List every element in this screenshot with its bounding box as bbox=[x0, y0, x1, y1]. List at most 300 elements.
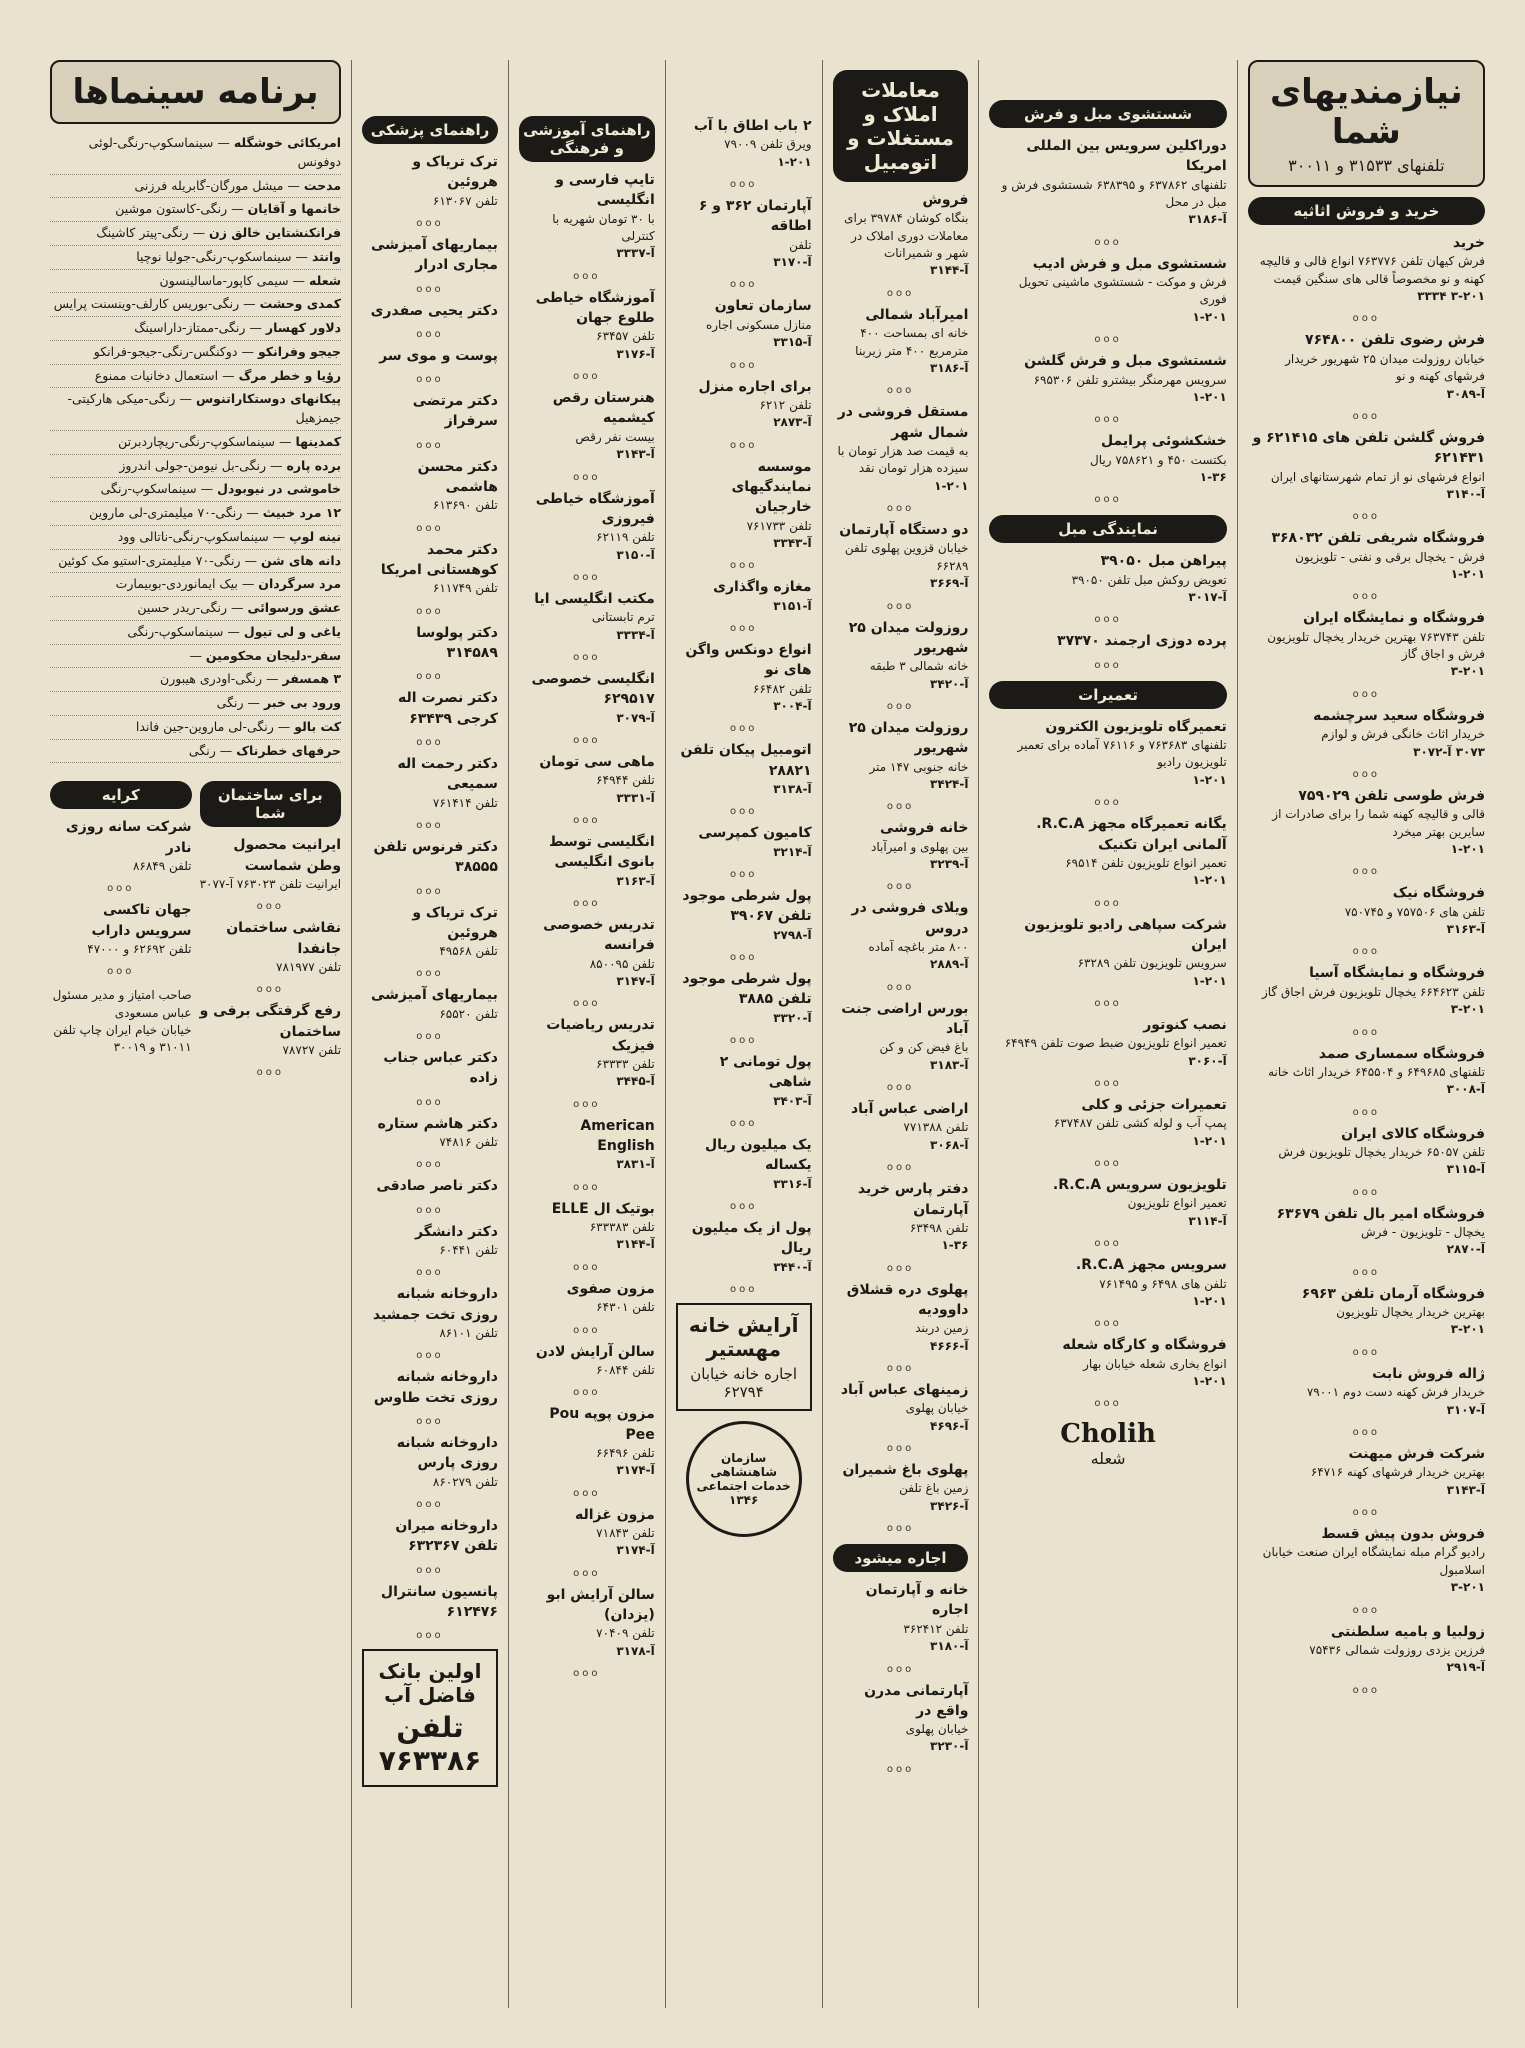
ad-item bbox=[200, 1001, 342, 1059]
ad-separator: ooo bbox=[1094, 1158, 1122, 1170]
ad-body: خانه شمالی ۳ طبقه bbox=[869, 659, 969, 674]
ad-separator: ooo bbox=[729, 622, 758, 634]
ad-heading: ایرانیت محصول وطن شماست bbox=[233, 837, 342, 874]
ad-body: باغ فیض کن و کن bbox=[879, 1040, 969, 1055]
ad-code: آ-۳۱۸۳ bbox=[930, 1057, 969, 1072]
section-repairs: تعمیرات bbox=[989, 681, 1226, 709]
ad-item bbox=[989, 254, 1226, 326]
ad-item bbox=[519, 1116, 655, 1174]
film-details: سینماسکوپ-رنگی-ناتالی وود bbox=[117, 528, 269, 544]
cinema-listing bbox=[50, 198, 341, 222]
ad-item bbox=[519, 752, 655, 807]
ad-item bbox=[200, 918, 342, 976]
ad-heading: زولبیا و بامیه سلطنتی bbox=[1330, 1623, 1485, 1640]
cinema-listing bbox=[50, 175, 341, 199]
ad-separator: ooo bbox=[886, 801, 915, 813]
ad-heading: دکتر محمد کوهستانی امریکا bbox=[380, 541, 498, 579]
ad-body: ترم تابستانی bbox=[591, 610, 655, 625]
ad-heading: شستشوی مبل و فرش گلشن bbox=[1024, 353, 1227, 370]
film-details: میشل مورگان-گابریله فرزنی bbox=[134, 177, 284, 193]
ad-item bbox=[1248, 1044, 1485, 1099]
dash: — bbox=[227, 600, 248, 615]
ad-item bbox=[1248, 1284, 1485, 1339]
ad-heading: بیماریهای آمیزشی مجاری ادرار bbox=[370, 236, 498, 274]
cinema-listing bbox=[50, 222, 341, 246]
ad-body: زمین دربند bbox=[915, 1321, 969, 1336]
ad-code: ۱-۲۰۱ bbox=[934, 478, 969, 493]
ad-separator: ooo bbox=[886, 1362, 915, 1374]
ad-separator: ooo bbox=[1094, 236, 1122, 248]
film-details: بیک ایمانوردی-بوبیمارت bbox=[115, 576, 238, 592]
ad-body: زمین باغ تلفن bbox=[899, 1481, 969, 1496]
section-rentwanted: اجاره میشود bbox=[833, 1544, 969, 1572]
ad-body: تلفن ۷۶۱۷۳۳ bbox=[746, 518, 812, 533]
film-title: ورود بی خبر bbox=[263, 695, 342, 710]
rent-wanted-ads bbox=[833, 1580, 969, 1775]
ad-heading: American English bbox=[580, 1117, 655, 1155]
footer bbox=[50, 987, 192, 1057]
ad-body: خیابان روزولت میدان ۲۵ شهریور خریدار فرشهای کهنه و نو bbox=[1285, 351, 1485, 384]
ad-item bbox=[519, 1404, 655, 1479]
ad-code: ۱-۲۰۱ bbox=[777, 154, 812, 169]
building-section bbox=[200, 771, 342, 1084]
ad-heading: فروش گلشن تلفن های ۶۲۱۴۱۵ و ۶۲۱۴۳۱ bbox=[1252, 429, 1485, 467]
ad-body: تلفن ۶۶۴۶۲۳ یخچال تلویزیون فرش اجاق گاز bbox=[1261, 984, 1485, 999]
ad-body: تلفنهای ۶۳۷۸۶۲ و ۶۳۸۳۹۵ شستشوی فرش و مبل در محل bbox=[1001, 177, 1227, 209]
ad-code: آ-۳۰۶۸ bbox=[930, 1137, 969, 1152]
ad-item bbox=[362, 1433, 498, 1491]
ad-item bbox=[989, 1255, 1226, 1310]
ad-separator: ooo bbox=[1352, 1684, 1381, 1696]
ad-item bbox=[519, 288, 655, 363]
ad-separator: ooo bbox=[1094, 659, 1122, 671]
film-details: رنگی-ممتاز-داراسینگ bbox=[134, 320, 246, 335]
dash: — bbox=[243, 695, 264, 710]
ad-body: انواع فرشهای نو از تمام شهرستانهای ایران bbox=[1270, 469, 1485, 484]
ad-item bbox=[833, 1380, 969, 1435]
ad-code: ۱-۲۰۱ bbox=[1192, 1133, 1227, 1148]
cinema-title: برنامه سینماها bbox=[72, 72, 319, 112]
ad-separator: ooo bbox=[416, 522, 444, 534]
ad-item bbox=[1248, 786, 1485, 858]
ad-code: آ-۳۲۳۰ bbox=[930, 1739, 969, 1754]
ad-item bbox=[989, 1095, 1226, 1150]
section-rentads: کرایه bbox=[50, 781, 192, 809]
ad-body: خانه جنوبی ۱۴۷ متر bbox=[869, 759, 969, 774]
ad-item bbox=[989, 1175, 1226, 1230]
ad-heading: تدریس ریاضیات فیزیک bbox=[546, 1017, 655, 1054]
ad-separator: ooo bbox=[107, 883, 135, 895]
ad-item bbox=[519, 669, 655, 727]
ad-heading: پول شرطی موجود تلفن ۳۸۸۵ bbox=[682, 971, 812, 1008]
ad-heading: دفتر پارس خرید آپارتمان bbox=[857, 1181, 969, 1218]
ad-separator: ooo bbox=[416, 1416, 444, 1428]
ad-separator: ooo bbox=[416, 1267, 444, 1279]
section-medical: راهنمای پزشکی bbox=[362, 116, 498, 144]
film-title: نینه لوپ bbox=[289, 528, 342, 544]
ad-code: آ-۳۱۱۴ bbox=[1188, 1213, 1227, 1228]
ad-separator: ooo bbox=[729, 359, 758, 371]
ad-heading: دکتر دانشگر bbox=[414, 1223, 498, 1240]
ad-item bbox=[1248, 1364, 1485, 1419]
ad-separator: ooo bbox=[416, 1096, 444, 1108]
ad-heading: پول از یک میلیون ریال bbox=[691, 1219, 812, 1257]
ad-body: تلفن ۸۶۸۴۹ bbox=[132, 858, 192, 873]
ad-code: آ-۳۰۸۹ bbox=[1446, 386, 1485, 401]
cinema-listing bbox=[50, 692, 341, 716]
ad-code: ۳۰۷۳ آ-۳۰۷۲ bbox=[1413, 744, 1485, 759]
ad-code: آ-۳۴۴۰ bbox=[773, 1259, 812, 1274]
ad-code: آ-۳۱۷۶ bbox=[616, 346, 655, 361]
ad-separator: ooo bbox=[1094, 797, 1122, 809]
film-details: سینماسکوپ-رنگی-جولیا نوچیا bbox=[136, 248, 292, 264]
ad-code: آ-۳۱۰۷ bbox=[1446, 1402, 1485, 1417]
ad-heading: تدریس خصوصی فرانسه bbox=[543, 917, 655, 954]
ad-code: آ-۳۴۲۰ bbox=[930, 676, 969, 691]
ad-code: آ-۳۱۴۰ bbox=[1446, 486, 1485, 501]
ad-heading: پهلوی باغ شمیران bbox=[842, 1462, 969, 1479]
ad-heading: پرده دوزی ارجمند ۳۷۳۷۰ bbox=[1057, 633, 1227, 650]
emblem-text: سازمان شاهنشاهی خدمات اجتماعی ۱۳۴۶ bbox=[696, 1450, 791, 1507]
ad-separator: ooo bbox=[573, 1487, 601, 1499]
dash: — bbox=[215, 742, 237, 758]
ad-body: بهترین خریدار فرشهای کهنه ۶۴۷۱۶ bbox=[1310, 1465, 1485, 1480]
ad-item bbox=[362, 1284, 498, 1342]
ad-separator: ooo bbox=[573, 270, 601, 282]
ad-body: تلفن ۶۴۳۰۱ bbox=[596, 1300, 655, 1315]
section-furniture: خرید و فروش اثاثیه bbox=[1248, 197, 1485, 225]
ad-code: آ-۲۹۱۹ bbox=[1446, 1660, 1485, 1675]
ad-heading: رفع گرفتگی برفی و ساختمان bbox=[199, 1003, 342, 1040]
ad-body: تلفن ۶۵۵۲۰ bbox=[439, 1006, 498, 1021]
ad-body: تلفن ۶۱۳۶۹۰ bbox=[432, 498, 498, 513]
ad-item bbox=[676, 296, 812, 351]
ad-item bbox=[676, 577, 812, 615]
ad-heading: فرش رضوی تلفن ۷۶۴۸۰۰ bbox=[1305, 332, 1485, 349]
ad-separator: ooo bbox=[256, 901, 284, 913]
film-details: استعمال دخانیات ممنوع bbox=[94, 367, 219, 383]
ad-body: سرویس تلویزیون تلفن ۶۳۲۸۹ bbox=[1077, 956, 1227, 971]
ad-body: تلفن ۸۵۰۰۹۵ bbox=[589, 956, 655, 971]
ad-body: تلفن ۷۶۱۴۱۴ bbox=[432, 795, 498, 810]
cinema-column bbox=[40, 60, 351, 2008]
film-title: یاغی و لی تیول bbox=[243, 623, 342, 639]
ad-body: فرش و موکت - شستشوی ماشینی تحویل فوری bbox=[1018, 275, 1227, 307]
section-homeappl: نمایندگی مبل bbox=[989, 515, 1226, 543]
ad-separator: ooo bbox=[729, 723, 758, 735]
dash: — bbox=[283, 177, 304, 193]
sewage-bank-title: اولین بانک فاضل آب bbox=[378, 1659, 482, 1708]
film-title: خاموشی در نیوبودل bbox=[217, 481, 342, 497]
ad-code: ۳-۲۰۱ bbox=[1450, 1002, 1485, 1017]
ad-heading: تایپ فارسی و انگلیسی bbox=[555, 172, 655, 209]
ad-code: آ-۳۰۷۹ bbox=[616, 710, 655, 725]
cinema-listing bbox=[50, 668, 341, 692]
ad-heading: شرکت سپاهی رادیو تلویزیون ایران bbox=[1024, 916, 1227, 953]
ad-item bbox=[519, 388, 655, 463]
ad-code: آ-۳۳۱۶ bbox=[773, 1176, 812, 1191]
ad-item bbox=[1248, 233, 1485, 305]
ad-code: آ-۳۳۱۵ bbox=[773, 335, 812, 350]
ad-item bbox=[833, 818, 969, 873]
dash: — bbox=[239, 296, 260, 312]
ad-heading: انواع دونکس واگن های نو bbox=[685, 641, 812, 679]
ad-heading: مزون غزاله bbox=[575, 1506, 655, 1523]
ad-item bbox=[362, 457, 498, 515]
ad-heading: زمینهای عباس آباد bbox=[840, 1381, 969, 1398]
ad-separator: ooo bbox=[573, 898, 601, 910]
ad-body: فرش کیهان تلفن ۷۶۳۷۷۶ انواع قالی و قالیچه کهنه و نو مخصوصاً قالی های سنگین قیمت bbox=[1259, 254, 1485, 286]
ad-body: تلفن ۷۱۸۴۳ bbox=[596, 1525, 655, 1540]
ad-body: با ۳۰ تومان شهریه با کنترلی bbox=[552, 211, 655, 243]
ad-separator: ooo bbox=[729, 279, 758, 291]
dash: — bbox=[273, 718, 295, 734]
dash: — bbox=[213, 135, 234, 150]
ad-item bbox=[50, 900, 192, 958]
ad-heading: داروخانه شبانه روزی پارس bbox=[396, 1435, 498, 1472]
film-title: وانتد bbox=[311, 248, 342, 264]
ad-body: تعمیر انواع تلویزیون bbox=[1127, 1196, 1227, 1211]
rent-ads bbox=[50, 817, 192, 977]
cinema-listing bbox=[50, 597, 341, 621]
ad-separator: ooo bbox=[1094, 1238, 1122, 1250]
ad-item bbox=[362, 985, 498, 1023]
ad-item bbox=[1248, 1622, 1485, 1677]
ad-body: تلفن ۷۷۱۳۸۸ bbox=[903, 1120, 969, 1135]
film-details: رنگی-۷۰ میلیمتری-لی ماروین bbox=[89, 505, 243, 520]
ad-item bbox=[519, 489, 655, 564]
ad-heading: سرویس مجهز R.C.A. bbox=[1075, 1257, 1227, 1274]
cinema-listings bbox=[50, 132, 341, 763]
ad-code: آ-۳۱۵۰ bbox=[616, 547, 655, 562]
film-title: فرانکنشتاین خالق زن bbox=[209, 225, 342, 240]
ad-heading: تلویزیون سرویس R.C.A. bbox=[1052, 1177, 1227, 1194]
film-details: سینماسکوپ-رنگی bbox=[100, 481, 197, 497]
ad-separator: ooo bbox=[107, 966, 135, 978]
ad-heading: فروش bbox=[922, 192, 969, 208]
ad-heading: دو دستگاه آپارتمان bbox=[839, 522, 969, 539]
film-title: ۳ همسفر bbox=[282, 671, 342, 687]
ad-body: منازل مسکونی اجاره bbox=[705, 317, 812, 332]
ad-separator: ooo bbox=[416, 736, 444, 748]
ad-heading: نصب کنوتور bbox=[1143, 1016, 1227, 1033]
ad-separator: ooo bbox=[886, 1082, 915, 1094]
ad-code: آ-۳۸۳۱ bbox=[616, 1157, 655, 1172]
film-details: سینماسکوپ-رنگی-ریچاردبرتن bbox=[118, 433, 275, 449]
ad-separator: ooo bbox=[1094, 1078, 1122, 1090]
film-details: رنگی-کاستون موشین bbox=[115, 201, 228, 217]
ad-heading: سالن آرایش ابو (یزدان) bbox=[546, 1586, 655, 1623]
ad-separator: ooo bbox=[1094, 1398, 1122, 1410]
film-details: رنگی-بوریس کارلف-وینسنت پرایس bbox=[53, 296, 240, 312]
ad-item bbox=[676, 1218, 812, 1276]
ad-body: تلفن ۶۱۱۷۴۹ bbox=[432, 581, 498, 596]
ad-item bbox=[362, 1367, 498, 1408]
ad-item bbox=[989, 136, 1226, 229]
ad-heading: فروشگاه امیر بال تلفن ۶۳۶۷۹ bbox=[1276, 1205, 1485, 1222]
sewage-bank-ad bbox=[362, 1649, 498, 1787]
ad-separator: ooo bbox=[573, 471, 601, 483]
ad-separator: ooo bbox=[573, 1098, 601, 1110]
ad-code: آ-۳۳۴۳ bbox=[773, 535, 812, 550]
ad-separator: ooo bbox=[573, 1668, 601, 1680]
ad-separator: ooo bbox=[886, 600, 915, 612]
ad-code: آ-۳۱۴۳ bbox=[1446, 1482, 1485, 1497]
dash: — bbox=[189, 647, 206, 663]
ad-separator: ooo bbox=[416, 819, 444, 831]
film-title: خانمها و آقایان bbox=[247, 201, 342, 217]
education-column bbox=[508, 60, 665, 2008]
ad-item bbox=[362, 391, 498, 432]
dash: — bbox=[218, 367, 239, 383]
ad-code: آ-۳۱۶۳ bbox=[1446, 922, 1485, 937]
ad-item bbox=[676, 457, 812, 553]
ad-body: تلفن ۶۰۸۴۴ bbox=[596, 1362, 655, 1377]
ad-heading: دکتر نصرت اله کرجی ۶۳۴۳۹ bbox=[398, 690, 498, 727]
ad-item bbox=[1248, 1444, 1485, 1499]
ad-heading: پهلوی دره قشلاق داوودیه bbox=[846, 1281, 969, 1318]
ad-separator: ooo bbox=[886, 1443, 915, 1455]
film-title: کمدینها bbox=[295, 433, 342, 449]
ad-item bbox=[519, 1279, 655, 1317]
ad-item bbox=[519, 589, 655, 644]
ad-separator: ooo bbox=[886, 385, 915, 397]
cholh-ad bbox=[989, 1419, 1226, 1468]
ad-code: آ-۳۱۴۴ bbox=[930, 263, 969, 278]
section-washing: شستشوی مبل و فرش bbox=[989, 100, 1226, 128]
ad-body: تلفن ۶۲۱۱۹ bbox=[596, 530, 655, 545]
medical-column bbox=[351, 60, 508, 2008]
ad-code: آ-۴۶۶۶ bbox=[930, 1338, 969, 1353]
ad-code: ۱-۳۶ bbox=[941, 1238, 969, 1253]
ad-separator: ooo bbox=[416, 1499, 444, 1510]
ad-separator: ooo bbox=[416, 605, 444, 617]
ad-body: تلفن ۶۵۰۵۷ خریدار یخچال تلویزیون فرش bbox=[1278, 1144, 1485, 1159]
ad-body: انواع بخاری شعله خیابان بهار bbox=[1083, 1356, 1227, 1371]
ad-item bbox=[676, 740, 812, 798]
film-title: مدحت bbox=[303, 177, 342, 193]
ad-item bbox=[676, 116, 812, 171]
ad-separator: ooo bbox=[729, 869, 758, 881]
ad-separator: ooo bbox=[1352, 591, 1381, 603]
ad-separator: ooo bbox=[1352, 768, 1381, 780]
ad-body: خانه ای بمساحت ۴۰۰ مترمربع ۴۰۰ متر زیربنا bbox=[855, 326, 969, 358]
ad-heading: برای اجاره منزل bbox=[698, 378, 812, 395]
film-details: رنگی bbox=[188, 742, 216, 758]
ad-body: خریدار فرش کهنه دست دوم ۷۹۰۰۱ bbox=[1306, 1385, 1485, 1400]
ad-code: آ-۲۸۷۰ bbox=[1446, 1242, 1485, 1257]
ad-separator: ooo bbox=[416, 283, 444, 295]
needs-header bbox=[1248, 60, 1485, 187]
ad-separator: ooo bbox=[729, 806, 758, 818]
ad-code: آ-۳۱۴۴ bbox=[616, 1237, 655, 1252]
salon-mahsir-title: آرایش خانه مهستیر bbox=[688, 1312, 799, 1361]
ad-separator: ooo bbox=[1352, 1026, 1381, 1038]
ad-heading: ویلای فروشی در دروس bbox=[851, 900, 969, 937]
ad-item bbox=[1248, 1204, 1485, 1259]
ad-separator: ooo bbox=[886, 981, 915, 993]
ad-item bbox=[833, 1099, 969, 1154]
cinema-listing bbox=[50, 293, 341, 317]
ad-item bbox=[519, 1505, 655, 1560]
ad-separator: ooo bbox=[886, 1663, 915, 1675]
bottom-ads bbox=[50, 771, 341, 1084]
ad-heading: دکتر ناصر صادقی bbox=[376, 1178, 498, 1195]
ad-code: آ-۳۳۲۰ bbox=[773, 1010, 812, 1025]
ad-separator: ooo bbox=[729, 952, 758, 963]
ad-separator: ooo bbox=[1352, 410, 1381, 422]
ad-heading: دکتر فرنوس تلفن ۳۸۵۵۵ bbox=[373, 838, 498, 876]
ad-body: تلفن ۶۲۶۹۲ و ۴۷۰۰۰ bbox=[87, 941, 192, 956]
ad-body: خریدار اثاث خانگی فرش و لوازم bbox=[1321, 727, 1485, 742]
ad-body: ایرانیت تلفن ۷۶۳۰۲۳ آ-۳۰۷۷ bbox=[199, 876, 342, 891]
building-ads bbox=[200, 835, 342, 1078]
needs-phones: تلفنهای ۳۱۵۳۳ و ۳۰۰۱۱ bbox=[1288, 156, 1445, 175]
ad-separator: ooo bbox=[1352, 1266, 1381, 1278]
film-details: رنگی-پیتر کاشینگ bbox=[96, 225, 189, 240]
ad-item bbox=[362, 623, 498, 664]
ad-code: آ-۲۷۹۸ bbox=[773, 927, 812, 942]
cinema-listing bbox=[50, 716, 341, 740]
ad-separator: ooo bbox=[729, 1283, 758, 1295]
ad-heading: کامیون کمپرسی bbox=[698, 825, 812, 842]
ad-heading: فرش طوسی تلفن ۷۵۹۰۲۹ bbox=[1298, 787, 1485, 804]
ad-code: آ-۴۶۹۶ bbox=[930, 1418, 969, 1433]
rent-sale-car-money-ads bbox=[676, 116, 812, 1295]
film-title: رؤیا و خطر مرگ bbox=[238, 367, 342, 383]
ad-code: آ-۳۱۵۱ bbox=[773, 598, 812, 613]
ad-item bbox=[362, 837, 498, 878]
cinema-listing bbox=[50, 573, 341, 597]
ad-code: آ-۲۸۷۳ bbox=[773, 415, 812, 430]
ad-code: آ-۳۳۳۷ bbox=[616, 246, 655, 261]
film-details: رنگی-اودری هیبورن bbox=[160, 671, 263, 687]
ad-body: تلفن ۴۹۵۶۸ bbox=[439, 944, 498, 959]
ad-separator: ooo bbox=[1352, 1346, 1381, 1358]
dash: — bbox=[240, 552, 262, 568]
realestate-ads bbox=[833, 190, 969, 1534]
ad-body: تلفن ۸۶۰۲۷۹ bbox=[432, 1474, 498, 1489]
film-title: مرد سرگردان bbox=[258, 576, 342, 592]
footer-publisher: صاحب امتیاز و مدیر مسئول عباس مسعودی bbox=[52, 988, 192, 1020]
ad-heading: هنرستان رقص کیشمیه bbox=[552, 390, 655, 427]
ad-body: تلفنهای ۷۶۳۶۸۳ و ۷۶۱۱۶ آماده برای تعمیر تلویزیون رادیو bbox=[1017, 738, 1227, 770]
rent-cars-money-column bbox=[665, 60, 822, 2008]
ad-heading: مزون صفوی bbox=[566, 1280, 655, 1297]
ad-item bbox=[833, 1280, 969, 1355]
dash: — bbox=[268, 528, 290, 544]
ad-code: آ-۳۱۴۷ bbox=[616, 974, 655, 988]
ad-separator: ooo bbox=[886, 881, 915, 893]
ad-heading: آموزشگاه خیاطی طلوع جهان bbox=[535, 289, 655, 327]
ad-heading: دکتر رحمت اله سمیعی bbox=[397, 755, 498, 793]
salon-mahsir-ad bbox=[676, 1303, 812, 1411]
washing-ads bbox=[989, 136, 1226, 505]
ad-body: تلفن های ۶۴۹۸ و ۷۶۱۴۹۵ bbox=[1099, 1276, 1227, 1291]
ad-body: بیست نفر رقص bbox=[575, 429, 655, 444]
ad-body: تلفن ۶۳۳۳۸۳ bbox=[589, 1220, 655, 1235]
ad-heading: موسسه نمایندگیهای خارجیان bbox=[731, 458, 812, 516]
film-title: امریکائی خوشگله bbox=[233, 135, 342, 150]
cinema-listing bbox=[50, 455, 341, 479]
ad-separator: ooo bbox=[1352, 688, 1381, 700]
ad-body: بهترین خریدار یخچال تلویزیون bbox=[1336, 1305, 1485, 1320]
ad-heading: پول تومانی ۲ شاهی bbox=[719, 1053, 812, 1091]
ad-heading: فروشگاه سمساری صمد bbox=[1318, 1045, 1485, 1062]
dash: — bbox=[237, 343, 258, 359]
ad-heading: جهان تاکسی سرویس داراب bbox=[91, 902, 192, 939]
ad-code: آ-۳۱۸۰ bbox=[930, 1639, 969, 1654]
